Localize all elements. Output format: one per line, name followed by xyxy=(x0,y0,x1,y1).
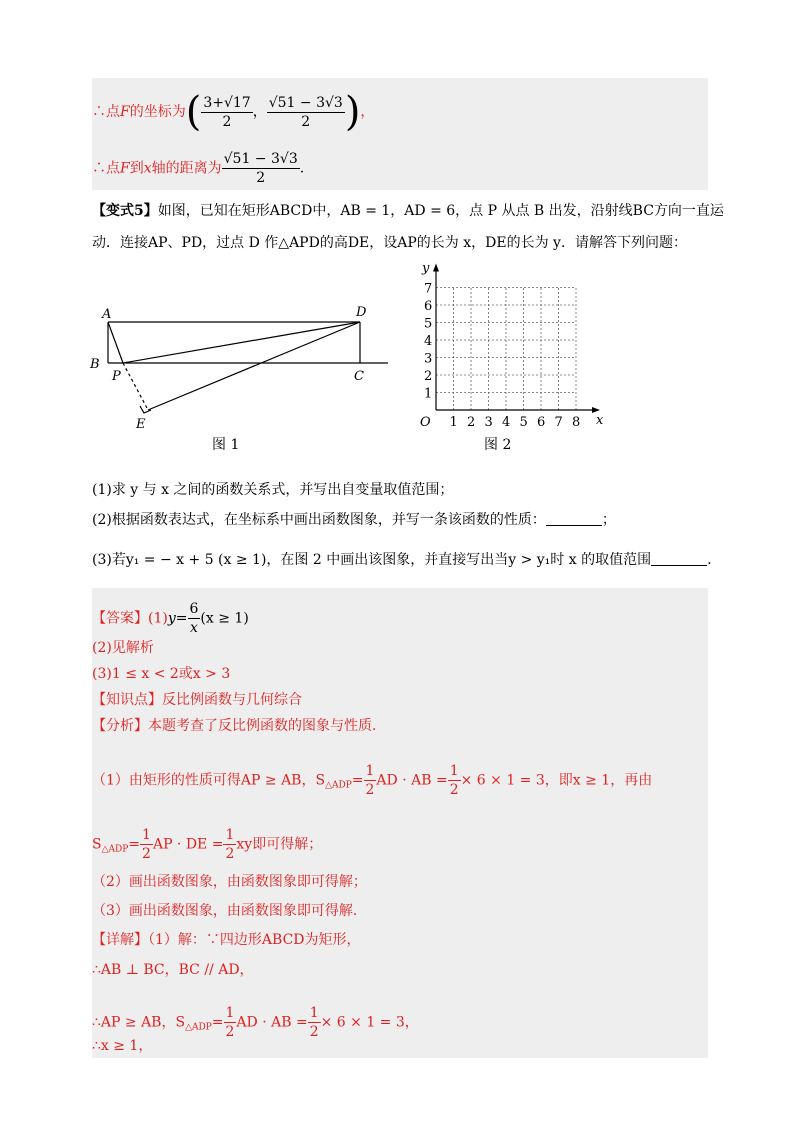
problem-tag: 【变式5】 xyxy=(92,203,158,219)
fraction xyxy=(448,762,461,799)
detail-4: ∴x ≥ 1， xyxy=(92,1038,153,1054)
fraction xyxy=(222,150,300,187)
answer-2: (2)见解析 xyxy=(92,640,154,656)
subscript: △ADP xyxy=(185,1022,212,1033)
answer-blank[interactable] xyxy=(546,525,602,526)
denominator: 2 xyxy=(301,113,311,130)
numerator: 1 xyxy=(225,1005,235,1021)
analysis-tag: 【分析】 xyxy=(92,718,148,734)
detail-tag: 【详解】 xyxy=(92,932,148,948)
y-tick-label: 7 xyxy=(424,281,433,297)
text: . xyxy=(707,552,712,568)
numerator: 3+√17 xyxy=(203,94,251,111)
text: × 6 × 1 = 3， xyxy=(320,1014,419,1031)
problem-text: 动．连接AP、PD，过点 D 作△APD的高DE，设AP的长为 x，DE的长为 y．请解答下列问题： xyxy=(92,235,687,251)
analysis-step-1b xyxy=(92,826,322,863)
fraction xyxy=(267,94,345,131)
label-E: E xyxy=(136,417,146,432)
text: ∴AP ≥ AB，S xyxy=(92,1014,186,1031)
label-C: C xyxy=(354,369,364,384)
text: ∴点 xyxy=(92,104,120,120)
fraction xyxy=(364,762,377,799)
var-x: x xyxy=(143,160,152,177)
analysis-text: 本题考查了反比例函数的图象与性质． xyxy=(148,718,386,734)
question-1 xyxy=(92,480,453,500)
numerator: 1 xyxy=(225,827,235,843)
question-3 xyxy=(92,550,712,570)
analysis xyxy=(92,716,386,736)
detail-2: ∴AB ⊥ BC，BC // AD， xyxy=(92,962,254,978)
denominator: 2 xyxy=(365,782,375,798)
text: （1）由矩形的性质可得AP ≥ AB，S xyxy=(92,772,326,789)
numerator: 1 xyxy=(142,827,151,843)
fraction xyxy=(201,94,252,131)
fraction xyxy=(308,1004,321,1041)
denominator: 2 xyxy=(222,113,232,130)
answer-blank[interactable] xyxy=(651,565,707,566)
figure-2 xyxy=(412,258,608,430)
text: (x ≥ 1) xyxy=(200,610,249,627)
text: ， xyxy=(252,104,267,120)
fraction xyxy=(224,1004,237,1041)
x-tick-label: 7 xyxy=(554,415,563,430)
paren-left: ( xyxy=(185,89,202,135)
text: (1) xyxy=(148,610,168,627)
denominator: 2 xyxy=(256,170,266,186)
text: 到 xyxy=(129,160,144,177)
y-tick-label: 5 xyxy=(424,316,433,332)
text: × 6 × 1 = 3，即x ≥ 1，再由 xyxy=(460,772,653,789)
answer-tag: 【答案】 xyxy=(92,610,148,627)
text: 轴的距离为 xyxy=(151,160,222,177)
analysis-step-3: （3）画出函数图象，由函数图象即可得解． xyxy=(92,903,367,919)
kp-tag: 【知识点】 xyxy=(92,692,162,708)
label-A: A xyxy=(102,307,112,322)
var-F: F xyxy=(120,160,130,177)
problem-line-2 xyxy=(92,233,687,253)
text: 的坐标为 xyxy=(129,104,186,120)
x-tick-label: 4 xyxy=(502,415,511,430)
denominator: 2 xyxy=(449,782,459,798)
question-2 xyxy=(92,510,616,530)
label-P: P xyxy=(112,369,121,384)
text: ∴点 xyxy=(92,160,120,177)
denominator: 2 xyxy=(225,1024,235,1040)
denominator: 2 xyxy=(225,846,235,862)
fraction xyxy=(188,600,201,637)
analysis-step-2: （2）画出函数图象，由函数图象即可得解； xyxy=(92,874,367,890)
problem-text: 如图，已知在矩形ABCD中，AB = 1，AD = 6，点 P 从点 B 出发，沿射线BC方向一直运 xyxy=(157,203,724,219)
text: = xyxy=(211,1014,224,1031)
text: = xyxy=(128,836,141,853)
y-tick-label: 3 xyxy=(424,351,433,367)
paren-right: ) xyxy=(344,89,361,135)
denominator: 2 xyxy=(142,846,151,862)
text: = xyxy=(175,610,188,627)
question-text: (3)若y₁ = − x + 5 (x ≥ 1)，在图 2 中画出该图象，并直接写出当y > y₁时 x 的取值范围 xyxy=(92,552,652,568)
numerator: 1 xyxy=(309,1005,319,1021)
y-axis-label: y xyxy=(422,261,430,276)
var-y: y xyxy=(167,610,176,627)
text: AD · AB = xyxy=(376,772,448,789)
origin-label: O xyxy=(420,415,431,430)
x-tick-label: 1 xyxy=(449,415,458,430)
text: （1）解：∵四边形ABCD为矩形， xyxy=(148,932,361,948)
answer-box xyxy=(92,588,708,1058)
numerator: √51 − 3√3 xyxy=(223,151,298,167)
text: xy即可得解； xyxy=(236,836,323,853)
var-F: F xyxy=(120,104,130,120)
y-axis-arrow xyxy=(433,264,439,272)
problem-line-1 xyxy=(92,201,724,221)
figure-1 xyxy=(88,300,398,440)
question-text: (2)根据函数表达式，在坐标系中画出函数图象，并写一条该函数的性质： xyxy=(92,512,546,528)
denominator: x xyxy=(190,620,198,636)
text: = xyxy=(351,772,364,789)
y-tick-label: 4 xyxy=(424,334,433,349)
knowledge-point xyxy=(92,690,302,710)
fraction xyxy=(223,826,236,863)
text: AP · DE = xyxy=(152,836,224,853)
x-axis-label: x xyxy=(596,413,604,428)
subscript: △ADP xyxy=(101,844,129,855)
kp-text: 反比例函数与几何综合 xyxy=(162,692,302,708)
numerator: 1 xyxy=(449,763,459,779)
text: ， xyxy=(360,104,375,120)
x-tick-label: 2 xyxy=(467,415,476,430)
x-tick-label: 6 xyxy=(537,415,546,430)
numerator: 1 xyxy=(365,763,375,779)
answer-3: (3)1 ≤ x < 2或x > 3 xyxy=(92,666,231,682)
y-tick-label: 6 xyxy=(424,299,433,314)
prev-line-1 xyxy=(92,89,375,135)
y-tick-label: 2 xyxy=(424,369,433,384)
fraction xyxy=(140,826,153,863)
subscript: △ADP xyxy=(325,780,352,791)
question-text: (1)求 y 与 x 之间的函数关系式，并写出自变量取值范围； xyxy=(92,482,454,498)
x-tick-label: 8 xyxy=(572,415,581,430)
numerator: √51 − 3√3 xyxy=(268,94,343,111)
label-D: D xyxy=(356,305,367,320)
x-tick-label: 3 xyxy=(484,415,493,430)
y-tick-label: 1 xyxy=(424,386,433,402)
label-B: B xyxy=(90,357,100,372)
figure-2-caption: 图 2 xyxy=(484,437,512,453)
figure-1-caption: 图 1 xyxy=(212,437,240,453)
x-tick-label: 5 xyxy=(519,415,528,430)
analysis-step-1 xyxy=(92,762,652,799)
prev-line-2 xyxy=(92,150,304,187)
text: AD · AB = xyxy=(236,1014,308,1031)
text: ； xyxy=(601,512,616,528)
text: . xyxy=(299,160,305,177)
denominator: 2 xyxy=(309,1024,319,1040)
detail-1 xyxy=(92,930,361,950)
text: S xyxy=(92,836,102,853)
answer-1 xyxy=(92,600,249,637)
numerator: 6 xyxy=(189,601,199,617)
